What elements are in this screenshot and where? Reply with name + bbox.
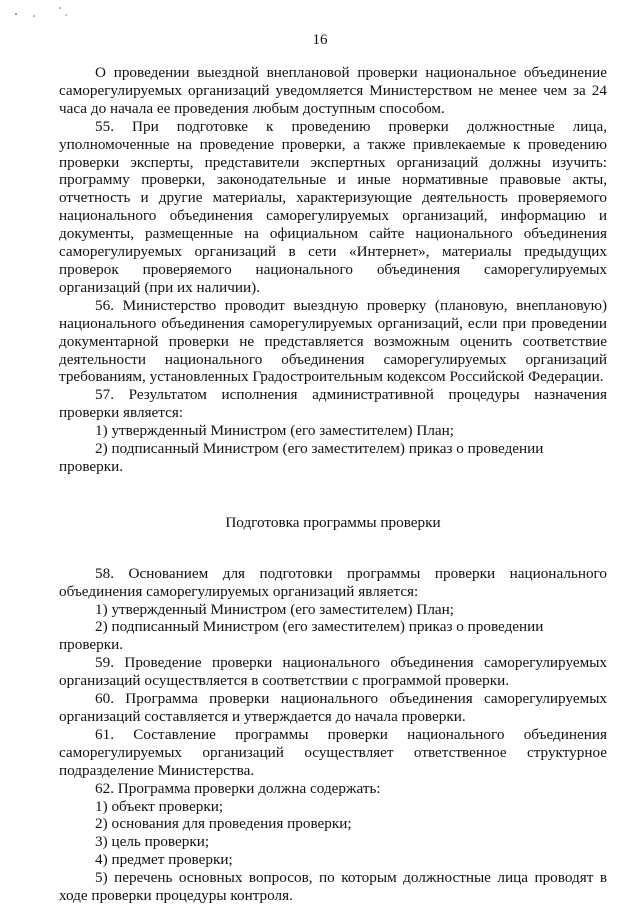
paragraph-56: 56. Министерство проводит выездную проверку (плановую, внеплановую) национального объединения саморегулируемых организаций, если при проведении документарной проверки не представляется возможным оценить соответствие деятельности национального объединения саморегулируемых организаций требованиям, установленных Градостроительным кодексом Российской Федерации. [59, 296, 607, 386]
paragraph-55: 55. При подготовке к проведению проверки должностные лица, уполномоченные на проведение проверки, а также привлекаемые к проведению проверки эксперты, представители экспертных организаций должны изучить: программу проверки, законодательные и иные нормативные правовые акты, отчетность и другие материалы, характеризующие деятельность проверяемого национального объединения саморегулируемых организаций, информацию и документы, размещенные на официальном сайте национального объединения саморегулируемых организаций в сети «Интернет», материалы предыдущих проверок проверяемого национального объединения саморегулируемых организаций (при их наличии). [59, 117, 607, 296]
list-62-item-4: 4) предмет проверки; [95, 851, 233, 869]
list-57-item-2: 2) подписанный Министром (его заместителем) приказ о проведении проверки. [59, 440, 544, 475]
page-number: 16 [312, 32, 328, 48]
list-62-item-2: 2) основания для проведения проверки; [95, 815, 352, 833]
list-62-item-5: 5) перечень основных вопросов, по которым должностные лица проводят в ходе проверки процедуры контроля. [59, 869, 607, 905]
list-57-item-1: 1) утвержденный Министром (его заместителем) План; [95, 422, 455, 440]
scan-specks [10, 4, 80, 18]
list-58-item-1: 1) утвержденный Министром (его заместителем) План; [95, 600, 455, 618]
list-62-item-1: 1) объект проверки; [95, 797, 224, 815]
section-heading: Подготовка программы проверки [225, 513, 441, 531]
list-58-item-2: 2) подписанный Министром (его заместителем) приказ о проведении проверки. [59, 618, 544, 654]
paragraph-60: 60. Программа проверки национального объединения саморегулируемых организаций составляется и утверждается до начала проверки. [59, 690, 607, 725]
paragraph-59: 59. Проведение проверки национального объединения саморегулируемых организаций осуществляется в соответствии с программой проверки. [59, 654, 607, 690]
paragraph-61: 61. Составление программы проверки национального объединения саморегулируемых организаций осуществляет ответственное структурное подразделение Министерства. [59, 725, 607, 779]
paragraph-57: 57. Результатом исполнения административной процедуры назначения проверки является: [59, 386, 607, 422]
list-62-item-3: 3) цель проверки; [95, 833, 210, 851]
document-body [59, 64, 607, 905]
paragraph-58: 58. Основанием для подготовки программы проверки национального объединения саморегулируемых организаций является: [59, 564, 607, 600]
paragraph-notification: О проведении выездной внеплановой проверки национальное объединение саморегулируемых организаций уведомляется Министерством не менее чем за 24 часа до начала ее проведения любым доступным способом. [59, 64, 607, 117]
paragraph-62: 62. Программа проверки должна содержать: [95, 779, 381, 797]
